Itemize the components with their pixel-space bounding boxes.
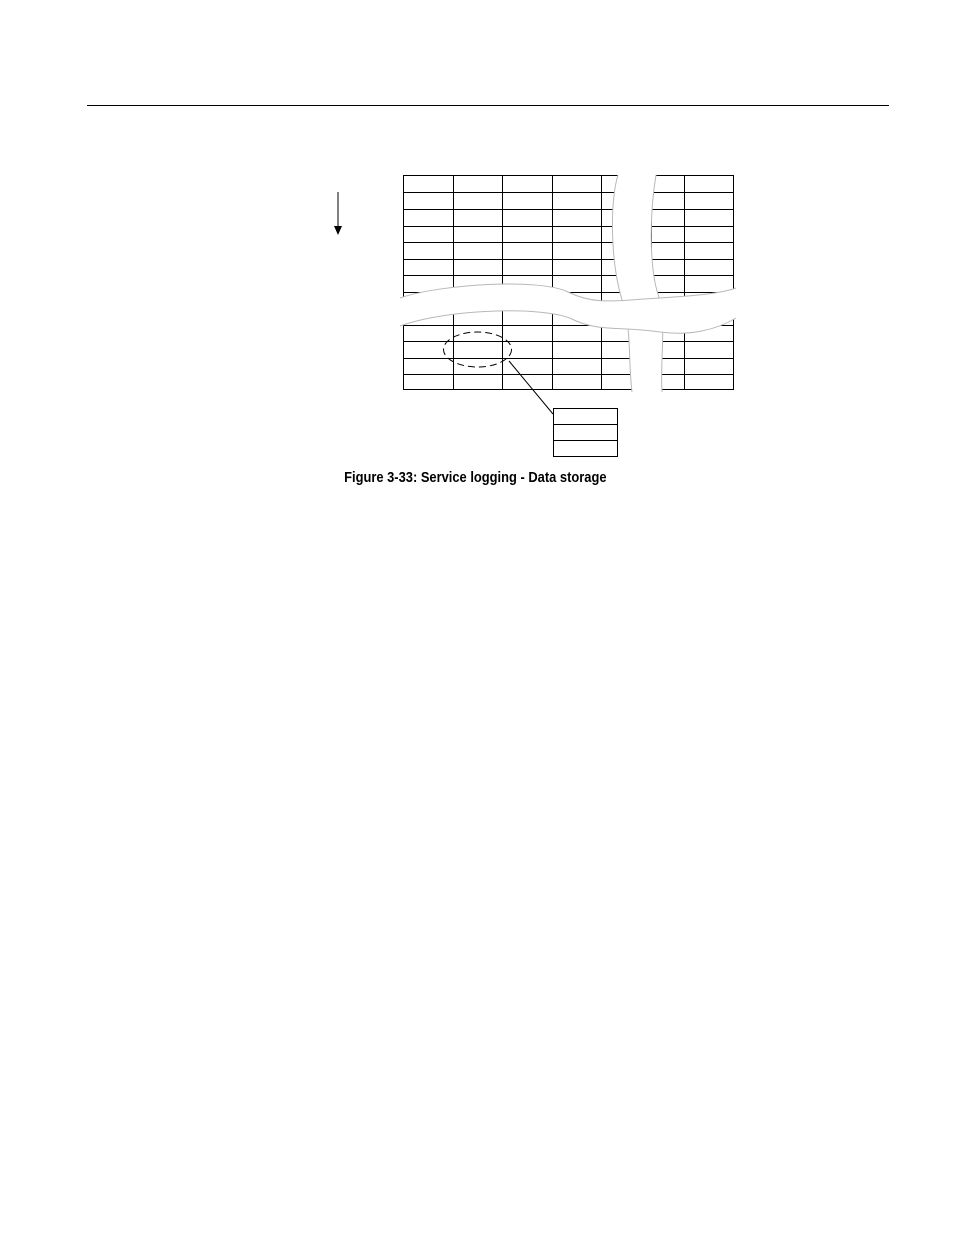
detail-record-box	[553, 409, 618, 457]
vertical-break-band	[612, 175, 662, 392]
down-arrow-icon	[334, 192, 342, 235]
figure-caption: Figure 3-33: Service logging - Data storage	[344, 469, 607, 486]
data-storage-diagram	[0, 0, 954, 500]
storage-grid	[403, 175, 734, 390]
leader-line	[509, 361, 553, 414]
